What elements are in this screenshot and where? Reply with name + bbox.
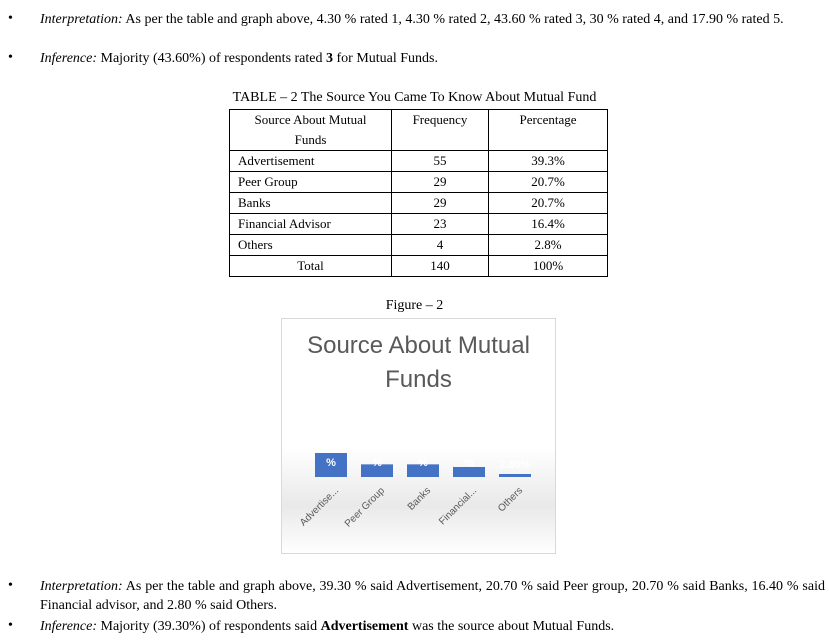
bullet-dot: • (8, 50, 13, 65)
cell-frequency: 23 (392, 214, 489, 235)
cell-frequency: 55 (392, 151, 489, 172)
lead-label: Interpretation: (40, 579, 123, 594)
data-table (229, 109, 608, 277)
paragraph (40, 617, 825, 636)
table-row (230, 151, 608, 172)
cell-percentage: 2.8% (489, 235, 608, 256)
bold-text: 3 (326, 51, 333, 66)
data-label: 16.40 % (455, 438, 483, 469)
category-label: Financial... (437, 485, 480, 528)
paragraph (40, 49, 825, 68)
cell-source: Peer Group (230, 172, 392, 193)
cell-frequency: 29 (392, 172, 489, 193)
bullet-dot: • (8, 11, 13, 26)
bold-text: Advertisement (320, 619, 409, 634)
header-source: Source About Mutual Funds (230, 110, 392, 151)
figure-caption: Figure – 2 (385, 298, 444, 313)
paragraph (40, 10, 825, 29)
cell-source: Financial Advisor (230, 214, 392, 235)
data-label: 2.80% (499, 459, 531, 471)
chart-title: Source About Mutual Funds (307, 332, 530, 393)
cell-frequency: 4 (392, 235, 489, 256)
data-label: 20.70 % (363, 438, 391, 469)
header-percentage: Percentage (489, 110, 608, 151)
cell-total-percentage: 100% (489, 256, 608, 277)
bullet-dot: • (8, 618, 13, 633)
lead-label: Interpretation: (40, 12, 123, 27)
table-row (230, 172, 608, 193)
body-text: was the source about Mutual Funds. (408, 619, 615, 634)
cell-total-frequency: 140 (392, 256, 489, 277)
cell-percentage: 39.3% (489, 151, 608, 172)
table-header-row (230, 110, 608, 151)
table-caption: TABLE – 2 The Source You Came To Know About Mutual Fund (232, 90, 597, 105)
bullet-dot: • (8, 578, 13, 593)
data-label: 39.30 % (317, 438, 345, 469)
chart-plot-area (282, 319, 555, 553)
cell-percentage: 20.7% (489, 193, 608, 214)
table-row (230, 193, 608, 214)
category-label: Others (496, 485, 526, 515)
category-label: Peer Group (342, 485, 388, 530)
category-label: Banks (405, 485, 434, 513)
cell-source: Banks (230, 193, 392, 214)
table-total-row (230, 256, 608, 277)
body-text: Majority (39.30%) of respondents said (97, 619, 321, 634)
lead-label: Inference: (40, 51, 97, 66)
cell-percentage: 20.7% (489, 172, 608, 193)
cell-source: Advertisement (230, 151, 392, 172)
table-row (230, 235, 608, 256)
header-frequency: Frequency (392, 110, 489, 151)
cell-source: Others (230, 235, 392, 256)
body-text: As per the table and graph above, 4.30 % rated 1, 4.30 % rated 2, 43.60 % rated 3, 30 % rated 4, and 17.90 % rated 5. (122, 12, 784, 27)
data-label: 20.70 % (409, 438, 437, 469)
body-text: As per the table and graph above, 39.30 % said Advertisement, 20.70 % said Peer group, 20.70 % said Banks, 16.40 % said Financial advisor, and 2.80 % said Others. (40, 579, 825, 613)
cell-total-label: Total (230, 256, 392, 277)
body-text: for Mutual Funds. (333, 51, 438, 66)
cell-percentage: 16.4% (489, 214, 608, 235)
bar-4 (499, 474, 531, 477)
lead-label: Inference: (40, 619, 97, 634)
table-row (230, 214, 608, 235)
body-text: Majority (43.60%) of respondents rated (97, 51, 326, 66)
category-label: Advertise... (297, 485, 342, 529)
paragraph (40, 577, 825, 615)
cell-frequency: 29 (392, 193, 489, 214)
bar-chart (281, 318, 556, 554)
